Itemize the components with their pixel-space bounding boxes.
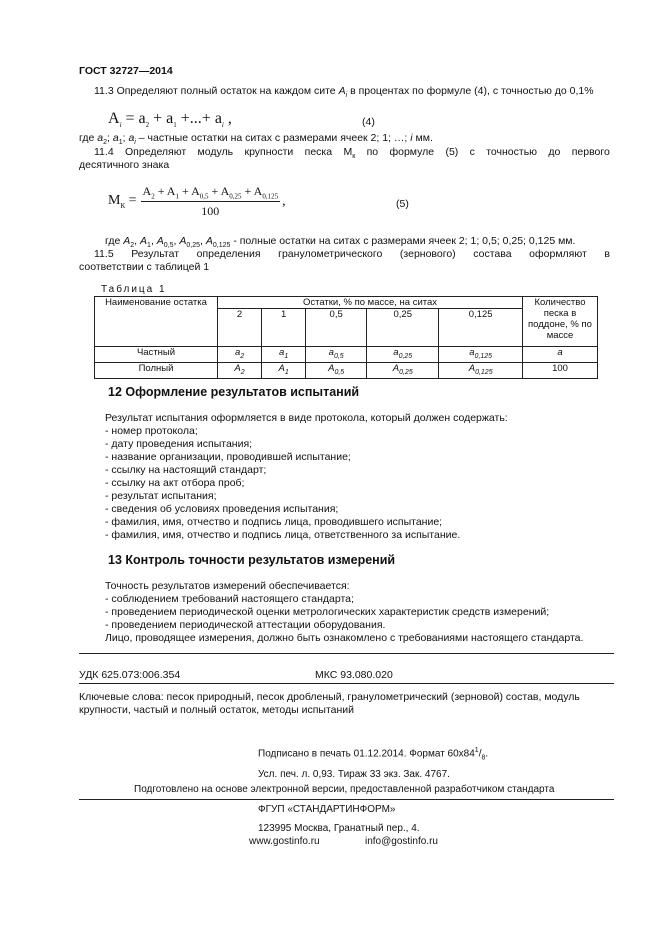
protocol-item: - номер протокола; [105, 425, 198, 437]
table-cell-last: 100 [523, 362, 598, 378]
justified-word: 11.4 [94, 146, 114, 158]
clause-11-5-line2: соответствии с таблицей 1 [79, 261, 210, 273]
table-row [95, 347, 598, 363]
justified-word: первого [571, 146, 610, 158]
accuracy-item: - проведением периодической оценки метрологических характеристик средств измерений; [105, 606, 550, 618]
clause-11-4-line2: десятичного знака [79, 159, 170, 171]
protocol-item: - ссылку на акт отбора проб; [105, 477, 245, 489]
table-header-sieve: 0,25 [367, 309, 439, 347]
clause-11-3-var-sub: i [345, 92, 348, 100]
table-cell: $A_{0,5}$ [306, 362, 367, 378]
udk-code: УДК 625.073:006.354 [79, 669, 181, 681]
publisher-address: 123995 Москва, Гранатный пер., 4. [258, 823, 420, 834]
justified-word: с [469, 146, 475, 158]
table-cell: $A_{0,25}$ [367, 362, 439, 378]
table-cell: $A_{0,125}$ [439, 362, 523, 378]
table-cell: $a_{0,25}$ [367, 347, 439, 363]
justified-word: оформляют [529, 248, 587, 260]
justified-word: до [548, 146, 561, 158]
justified-word: Определяют [125, 146, 187, 158]
table-cell: $A_2$ [218, 362, 262, 378]
table-cell: $a_2$ [218, 347, 262, 363]
table-header-sieve: 0,125 [439, 309, 523, 347]
keywords-line-1: Ключевые слова: песок природный, песок дробленый, гранулометрический (зерновой) состав, модуль [79, 691, 580, 703]
table-cell: $a_{0,5}$ [306, 347, 367, 363]
imprint-prepared: Подготовлено на основе электронной версии, предоставленной разработчиком стандарта [134, 784, 555, 795]
justified-word: формуле [389, 146, 435, 158]
section-13-closing: Лицо, проводящее измерения, должно быть ознакомлено с требованиями настоящего стандарта. [105, 632, 584, 644]
table-cell: $a_1$ [262, 347, 306, 363]
formula-5: $M_К$ = $\frac{A_2 + A_1 + A_{0,5} + A_{0,25} + A_{0,125}}{100}$ , [108, 184, 286, 219]
table-header-sieve: 0,5 [306, 309, 367, 347]
clause-11-5-line1 [94, 248, 610, 261]
footer-divider-mid [79, 683, 614, 684]
imprint-signed: Подписано в печать 01.12.2014. Формат $60x84^1/_8$. [258, 747, 489, 762]
table-1 [94, 296, 598, 379]
justified-word: Результат [131, 248, 180, 260]
justified-word: определения [196, 248, 261, 260]
mks-code: МКС 93.080.020 [315, 669, 393, 681]
table-header-group: Остатки, % по массе, на ситах [218, 297, 523, 309]
formula-4-where-text: где $a_2$; $a_1$; $a_i$ – частные остатки на ситах с размерами ячеек 2; 1; …; i мм. [79, 132, 433, 147]
justified-word: (5) [445, 146, 459, 158]
justified-word: крупности [244, 146, 294, 158]
protocol-item: - дату проведения испытания; [105, 438, 253, 450]
publisher-website[interactable]: www.gostinfo.ru [249, 836, 320, 847]
clause-11-4-line1 [94, 146, 610, 163]
justified-word: в [604, 248, 610, 260]
section-12-title: 12 Оформление результатов испытаний [108, 385, 360, 399]
formula-5-denominator: 100 [201, 204, 220, 219]
accuracy-item: - соблюдением требований настоящего стандарта; [105, 593, 354, 605]
justified-word: по [366, 146, 379, 158]
justified-word: точностью [486, 146, 538, 158]
justified-word: $М_к$ [343, 146, 356, 161]
formula-4-expression: $A_i = a_2 + a_1$ +...+ $a_i$ , [108, 110, 232, 130]
accuracy-item: - проведением периодической аттестации оборудования. [105, 619, 386, 631]
section-13-title: 13 Контроль точности результатов измерений [108, 553, 396, 567]
table-row [95, 362, 598, 378]
section-12-intro: Результат испытания оформляется в виде протокола, который должен содержать: [105, 412, 508, 424]
table-header-name: Наименование остатка [95, 297, 218, 347]
table-row-name: Полный [95, 362, 218, 378]
formula-4-number: (4) [362, 116, 375, 128]
publisher-email[interactable]: info@gostinfo.ru [365, 836, 438, 847]
imprint-print-sheets: Усл. печ. л. 0,93. Тираж 33 экз. Зак. 4767. [258, 769, 450, 780]
clause-11-3-var: A [338, 85, 346, 97]
justified-word: (зернового) [399, 248, 456, 260]
protocol-item: - фамилия, имя, отчество и подпись лица, проводившего испытание; [105, 516, 443, 528]
protocol-item: - фамилия, имя, отчество и подпись лица, ответственного за испытание. [105, 529, 461, 541]
justified-word: модуль [197, 146, 234, 158]
table-header-sieve: 2 [218, 309, 262, 347]
section-13-body [105, 580, 583, 645]
formula-5-lhs: M [108, 193, 121, 209]
table-cell: $a_{0,125}$ [439, 347, 523, 363]
footer-divider-top [79, 653, 614, 654]
justified-word: состава [473, 248, 512, 260]
table-header-sieve: 1 [262, 309, 306, 347]
formula-4 [108, 110, 232, 129]
section-13-intro: Точность результатов измерений обеспечивается: [105, 580, 350, 592]
protocol-item: - название организации, проводившей испытание; [105, 451, 351, 463]
protocol-item: - сведения об условиях проведения испытания; [105, 503, 339, 515]
formula-5-numerator: $A_2 + A_1 + A_{0,5} + A_{0,25} + A_{0,125}$ [142, 184, 279, 201]
table-cell-last: a [523, 347, 598, 363]
justified-word: гранулометрического [278, 248, 383, 260]
protocol-item: - результат испытания; [105, 490, 217, 502]
table-header-last: Количество песка в поддоне, % по массе [523, 297, 598, 347]
section-12-body [105, 412, 508, 542]
table-1-caption: Таблица 1 [101, 284, 167, 295]
clause-11-3 [94, 85, 594, 102]
protocol-item: - ссылку на настоящий стандарт; [105, 464, 267, 476]
formula-5-lhs-sub: К [120, 202, 126, 211]
imprint-divider [79, 799, 614, 800]
table-row-name: Частный [95, 347, 218, 363]
formula-5-number: (5) [396, 198, 409, 210]
justified-word: 11.5 [94, 248, 114, 260]
publisher-name: ФГУП «СТАНДАРТИНФОРМ» [258, 804, 396, 815]
table-cell: $A_1$ [262, 362, 306, 378]
document-header: ГОСТ 32727—2014 [79, 65, 173, 77]
clause-11-3-text-pre: 11.3 Определяют полный остаток на каждом сите [94, 85, 339, 97]
keywords-line-2: крупности, частый и полный остаток, методы испытаний [79, 704, 355, 716]
formula-5-comma: , [282, 193, 286, 209]
clause-11-3-text-post: в процентах по формуле (4), с точностью до 0,1% [347, 85, 594, 97]
justified-word: песка [304, 146, 333, 158]
formula-5-where-text: где $A_2$, $A_1$, $A_{0,5}$, $A_{0,25}$, $A_{0,125}$ - полные остатки на ситах с размерами ячеек 2; 1; 0,5; 0,25; 0,125 мм. [105, 235, 576, 250]
